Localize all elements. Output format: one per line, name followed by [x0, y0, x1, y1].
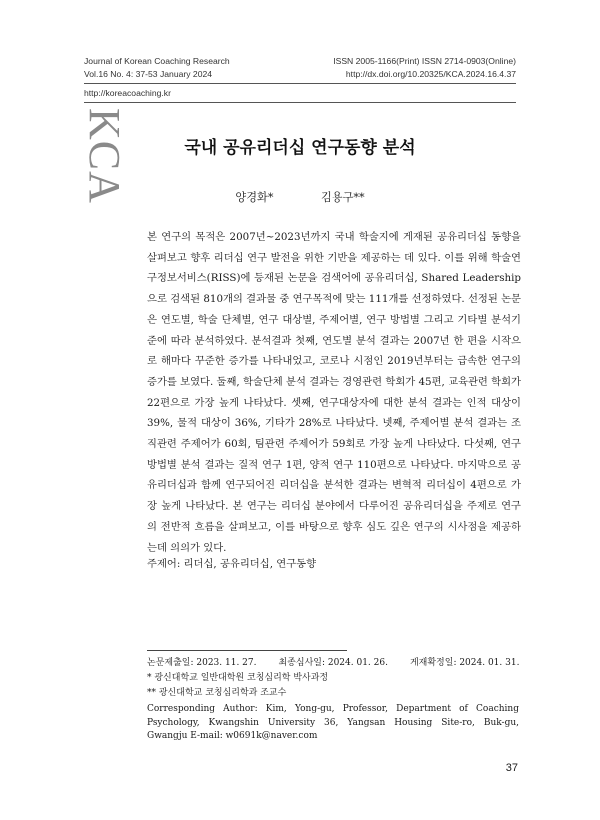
reviewed-date: 최종심사일: 2024. 01. 26.: [278, 658, 388, 668]
submission-dates: [147, 657, 519, 671]
abstract-text: 본 연구의 목적은 2007년~2023년까지 국내 학술지에 게재된 공유리더십 동향을 살펴보고 향후 리더십 연구 발전을 위한 기반을 제공하는 데 있다. 이를 위해 학술연구정보서비스(RISS)에 등재된 논문을 검색어에 공유리더십, Shared Leadership으로 검색된 810개의 결과물 중 연구목적에 맞는 111개를 선정하였다. 선정된 논문은 연도별, 학술 단체별, 연구 대상별, 주제어별, 연구 방법별 그리고 기타별 분석기준에 따라 분석하였다. 분석결과 첫째, 연도별 분석 결과는 2007년 한 편을 시작으로 해마다 꾸준한 증가를 나타내었고, 코로나 시점인 2019년부터는 급속한 연구의 증가를 보였다. 둘째, 학술단체 분석 결과는 경영관련 학회가 45편, 교육관련 학회가 22편으로 가장 높게 나타났다. 셋째, 연구대상자에 대한 분석 결과는 인적 대상이 39%, 물적 대상이 36%, 기타가 28%로 나타났다. 넷째, 주제어별 분석 결과는 조직관련 주제어가 60회, 팀관련 주제어가 59회로 가장 높게 나타났다. 다섯째, 연구 방법별 분석 결과는 질적 연구 1편, 양적 연구 110편으로 나타났다. 마지막으로 공유리더십과 함께 연구되어진 리더십을 분석한 결과는 변혁적 리더십이 4편으로 가장 높게 나타났다. 본 연구는 리더십 분야에서 다루어진 공유리더십을 주제로 연구의 전반적 흐름을 살펴보고, 이를 바탕으로 향후 심도 깊은 연구의 시사점을 제공하는데 의의가 있다.: [147, 231, 521, 554]
doi-link[interactable]: http://dx.doi.org/10.20325/KCA.2024.16.4.37: [345, 69, 516, 79]
header-rule: [84, 83, 516, 84]
corresponding-author: Corresponding Author: Kim, Yong-gu, Professor, Department of Coaching Psychology, Kwangshin University 36, Yangsan Housing Site-ro, Buk-gu, Gwangju E-mail: w0691k@naver.com: [147, 704, 519, 742]
keywords: 주제어: 리더십, 공유리더십, 연구동향: [147, 558, 317, 570]
journal-name: Journal of Korean Coaching Research: [84, 56, 230, 66]
kca-watermark-logo: KCA: [80, 108, 129, 204]
issn-info: ISSN 2005-1166(Print) ISSN 2714-0903(Online): [333, 56, 516, 66]
received-date: 논문제출일: 2023. 11. 27.: [147, 658, 257, 668]
header-rule-bottom: [84, 102, 516, 103]
author-1-affiliation: * 광신대학교 일반대학원 코칭심리학 박사과정: [147, 673, 329, 683]
volume-info: Vol.16 No. 4: 37-53 January 2024: [84, 69, 213, 79]
author-2-affiliation: ** 광신대학교 코칭심리학과 조교수: [147, 688, 287, 698]
author-1: 양경화*: [235, 191, 274, 204]
footnote-rule: [147, 650, 347, 651]
journal-url[interactable]: http://koreacoaching.kr: [84, 88, 171, 98]
page-number: 37: [505, 762, 518, 774]
article-title: 국내 공유리더십 연구동향 분석: [184, 138, 416, 158]
author-2: 김용구**: [320, 191, 365, 204]
accepted-date: 게재확정일: 2024. 01. 31.: [409, 658, 520, 668]
author-line: [0, 189, 600, 205]
